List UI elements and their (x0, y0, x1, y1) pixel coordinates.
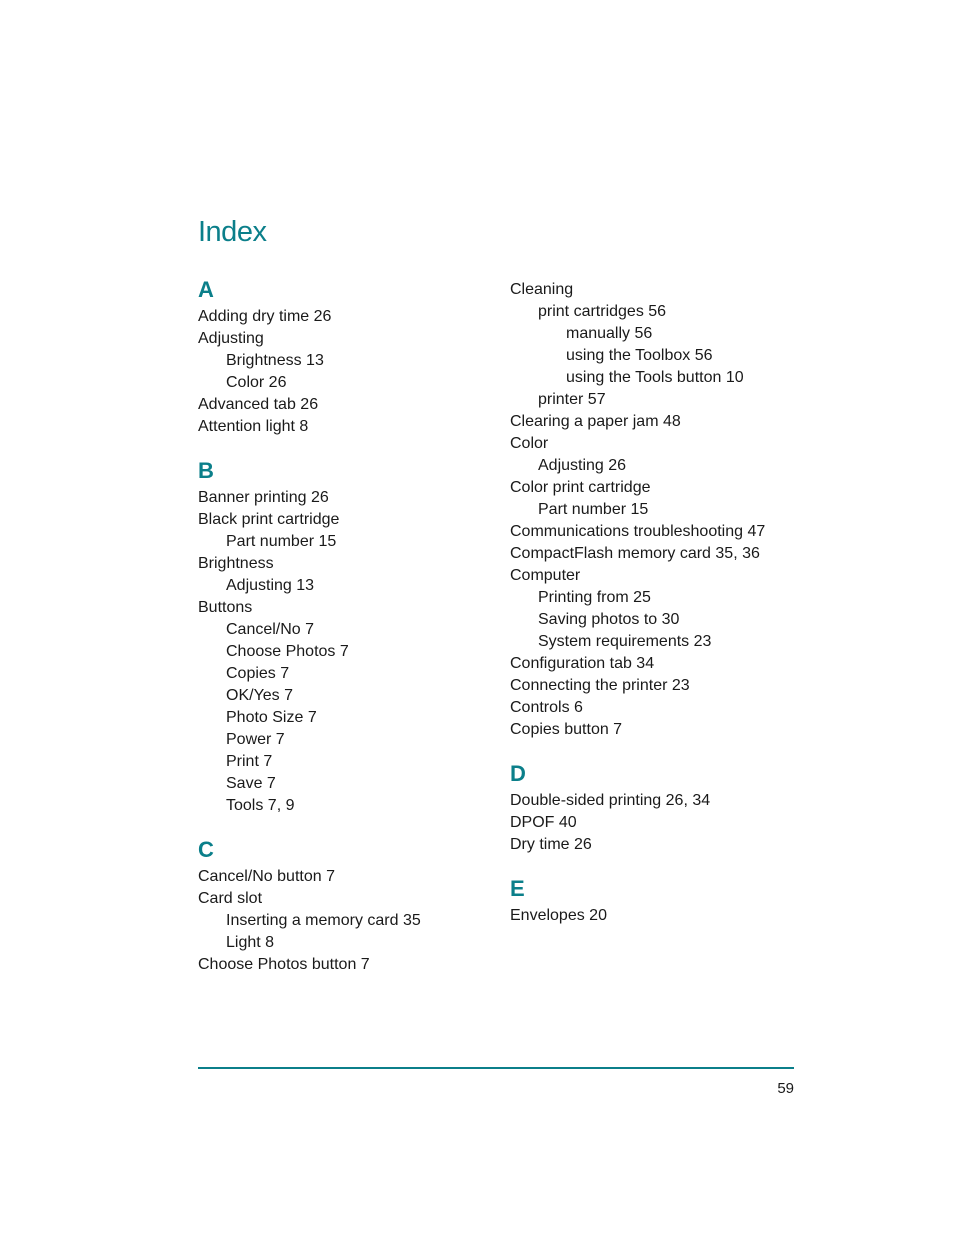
index-entry: Dry time 26 (510, 836, 592, 853)
index-subentry: Choose Photos 7 (226, 643, 349, 660)
index-entry: DPOF 40 (510, 814, 577, 831)
index-subentry: Cancel/No 7 (226, 621, 315, 638)
index-section (510, 279, 810, 741)
index-entry: Clearing a paper jam 48 (510, 413, 681, 430)
section-letter: C (198, 837, 214, 862)
index-subentry: Light 8 (226, 934, 275, 951)
index-entry: Color (510, 435, 549, 452)
index-entry: Configuration tab 34 (510, 655, 655, 672)
index-entry: Connecting the printer 23 (510, 677, 690, 694)
page-title: Index (198, 216, 267, 248)
index-subentry: using the Toolbox 56 (566, 347, 713, 364)
footer-rule (198, 1067, 794, 1069)
index-subentry: Photo Size 7 (226, 709, 317, 726)
index-subentry: Inserting a memory card 35 (226, 912, 421, 929)
index-subentry: Power 7 (226, 731, 285, 748)
index-entry: Cleaning (510, 281, 574, 298)
index-subentry: manually 56 (566, 325, 653, 342)
index-entry: Black print cartridge (198, 511, 340, 528)
index-entry: Brightness (198, 555, 274, 572)
index-subentry: printer 57 (538, 391, 606, 408)
section-letter: D (510, 761, 526, 786)
index-subentry: Part number 15 (538, 501, 649, 518)
index-subentry: Saving photos to 30 (538, 611, 680, 628)
index-entry: Copies button 7 (510, 721, 623, 738)
index-subentry: print cartridges 56 (538, 303, 667, 320)
index-subentry: Color 26 (226, 374, 287, 391)
index-entry: Envelopes 20 (510, 907, 607, 924)
index-entry: CompactFlash memory card 35, 36 (510, 545, 760, 562)
index-section (510, 875, 810, 927)
index-subentry: Printing from 25 (538, 589, 651, 606)
index-entry: Double-sided printing 26, 34 (510, 792, 711, 809)
index-entry: Adding dry time 26 (198, 308, 332, 325)
index-subentry: Print 7 (226, 753, 273, 770)
index-subentry: Tools 7, 9 (226, 797, 295, 814)
index-subentry: OK/Yes 7 (226, 687, 294, 704)
index-subentry: using the Tools button 10 (566, 369, 744, 386)
index-subentry: System requirements 23 (538, 633, 712, 650)
index-column-left (198, 276, 498, 995)
index-section (510, 760, 810, 856)
index-subentry: Adjusting 26 (538, 457, 627, 474)
index-section (198, 836, 498, 976)
index-entry: Communications troubleshooting 47 (510, 523, 766, 540)
section-letter: E (510, 876, 525, 901)
index-entry: Adjusting (198, 330, 264, 347)
page-number: 59 (777, 1080, 794, 1097)
section-letter: B (198, 458, 214, 483)
index-section (198, 276, 498, 438)
index-entry: Choose Photos button 7 (198, 956, 370, 973)
index-entry: Attention light 8 (198, 418, 309, 435)
index-subentry: Save 7 (226, 775, 276, 792)
index-subentry: Brightness 13 (226, 352, 324, 369)
index-entry: Card slot (198, 890, 263, 907)
index-entry: Buttons (198, 599, 253, 616)
index-entry: Color print cartridge (510, 479, 651, 496)
index-entry: Banner printing 26 (198, 489, 329, 506)
section-letter: A (198, 277, 214, 302)
index-entry: Controls 6 (510, 699, 583, 716)
index-entry: Advanced tab 26 (198, 396, 319, 413)
index-subentry: Part number 15 (226, 533, 337, 550)
index-subentry: Adjusting 13 (226, 577, 315, 594)
index-subentry: Copies 7 (226, 665, 290, 682)
index-column-right (510, 279, 810, 946)
index-entry: Cancel/No button 7 (198, 868, 335, 885)
index-section (198, 457, 498, 817)
index-entry: Computer (510, 567, 581, 584)
